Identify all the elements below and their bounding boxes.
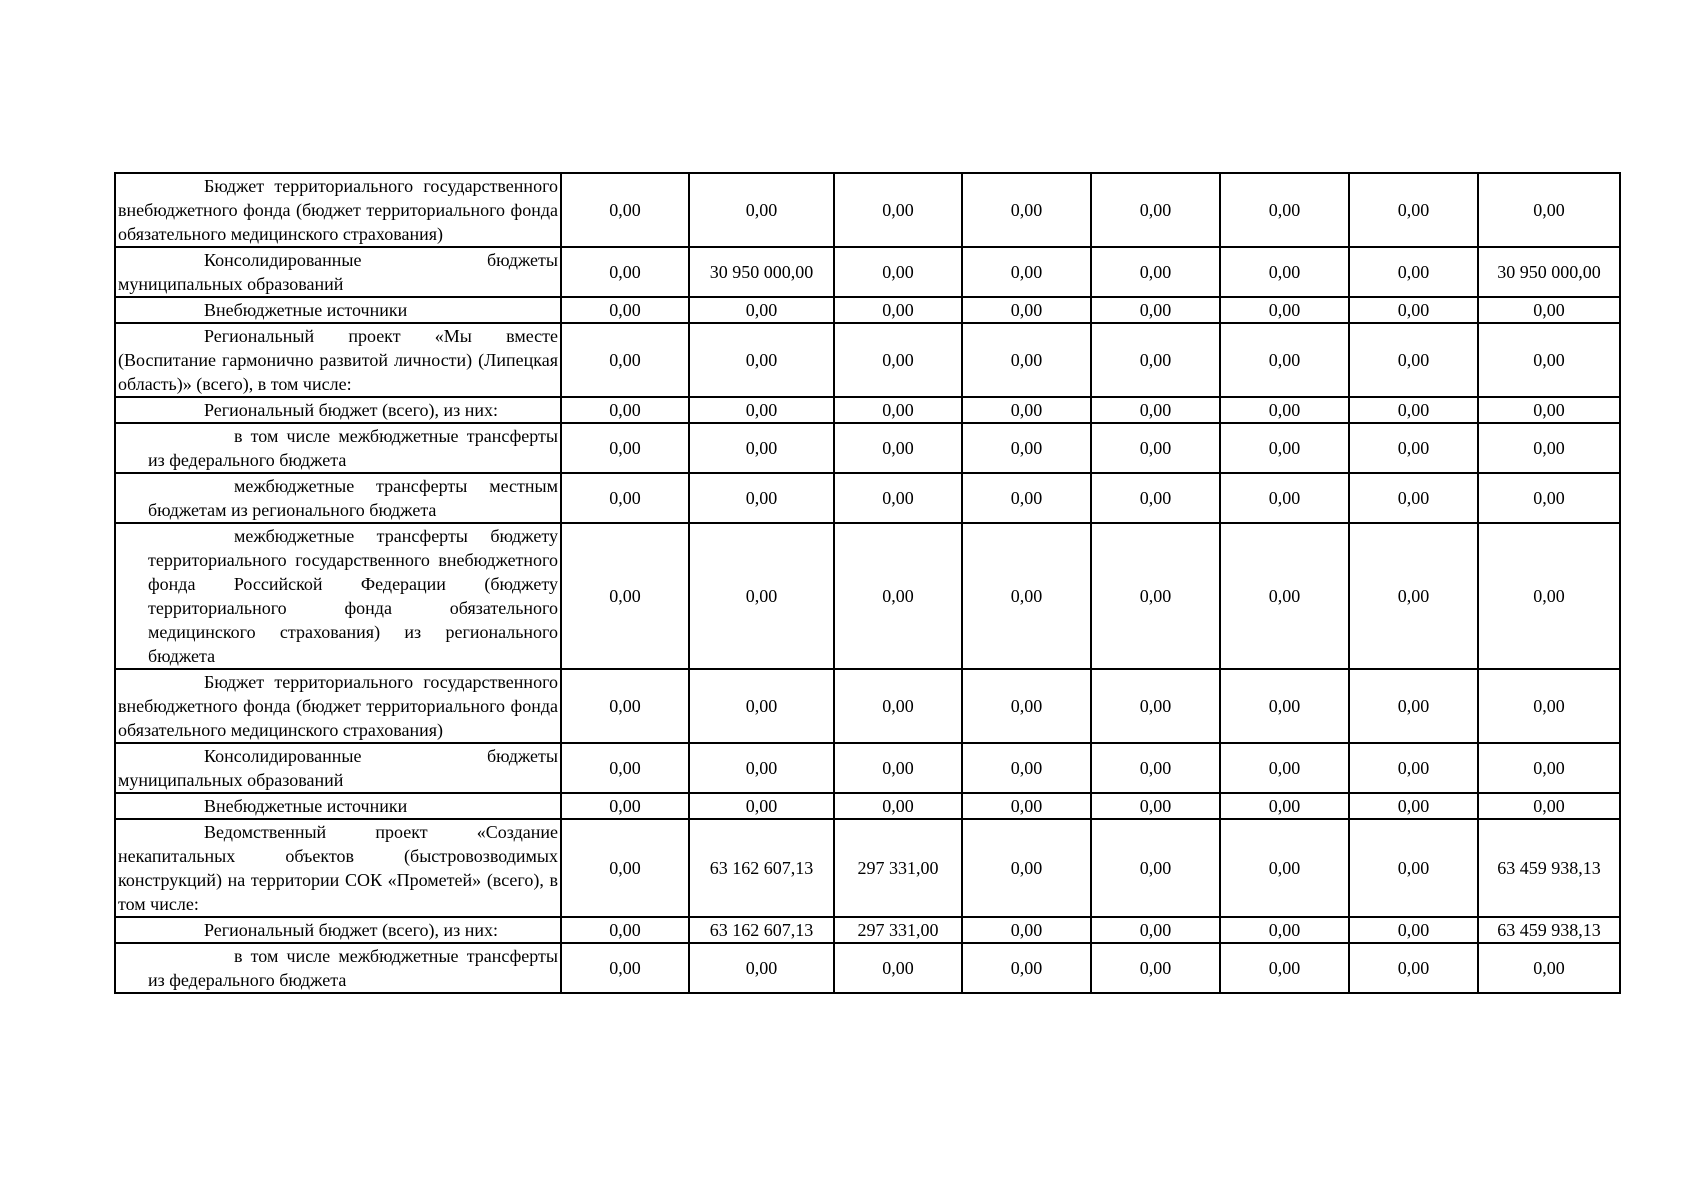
value-cell: 0,00 [561, 743, 689, 793]
table-row [115, 917, 1620, 943]
value-cell: 0,00 [834, 423, 962, 473]
value-cell: 0,00 [1091, 523, 1220, 669]
value-cell: 63 459 938,13 [1478, 819, 1620, 917]
value-cell: 0,00 [689, 743, 834, 793]
value-cell: 0,00 [1220, 793, 1349, 819]
value-cell: 0,00 [1091, 669, 1220, 743]
value-cell: 0,00 [1220, 943, 1349, 993]
value-cell: 0,00 [1220, 819, 1349, 917]
value-cell: 0,00 [561, 173, 689, 247]
value-cell: 0,00 [834, 323, 962, 397]
value-cell: 0,00 [962, 669, 1091, 743]
table-row [115, 247, 1620, 297]
budget-table [114, 172, 1621, 994]
value-cell: 0,00 [962, 917, 1091, 943]
value-cell: 0,00 [1091, 397, 1220, 423]
row-label: Внебюджетные источники [204, 300, 408, 320]
value-cell: 297 331,00 [834, 819, 962, 917]
table-row [115, 473, 1620, 523]
row-label: межбюджетные трансферты местным бюджетам из регионального бюджета [148, 476, 558, 520]
table-row [115, 743, 1620, 793]
value-cell: 0,00 [1349, 397, 1478, 423]
value-cell: 0,00 [1091, 819, 1220, 917]
value-cell: 0,00 [1091, 323, 1220, 397]
table-row [115, 173, 1620, 247]
row-label-cell [115, 743, 561, 793]
row-label-cell [115, 247, 561, 297]
value-cell: 0,00 [1349, 743, 1478, 793]
value-cell: 0,00 [1220, 669, 1349, 743]
row-label: Региональный бюджет (всего), из них: [204, 400, 499, 420]
value-cell: 0,00 [1220, 917, 1349, 943]
value-cell: 0,00 [962, 173, 1091, 247]
value-cell: 0,00 [1349, 423, 1478, 473]
value-cell: 0,00 [1091, 247, 1220, 297]
value-cell: 0,00 [1220, 323, 1349, 397]
value-cell: 0,00 [1091, 297, 1220, 323]
value-cell: 0,00 [962, 943, 1091, 993]
value-cell: 0,00 [1220, 423, 1349, 473]
value-cell: 0,00 [1478, 173, 1620, 247]
value-cell: 0,00 [1091, 173, 1220, 247]
row-label-cell [115, 473, 561, 523]
value-cell: 0,00 [834, 173, 962, 247]
row-label-cell [115, 397, 561, 423]
value-cell: 0,00 [1220, 247, 1349, 297]
table-row [115, 819, 1620, 917]
value-cell: 0,00 [1349, 297, 1478, 323]
value-cell: 0,00 [689, 173, 834, 247]
value-cell: 0,00 [1349, 917, 1478, 943]
value-cell: 0,00 [1091, 917, 1220, 943]
value-cell: 0,00 [561, 297, 689, 323]
value-cell: 0,00 [1091, 743, 1220, 793]
value-cell: 0,00 [1091, 473, 1220, 523]
value-cell: 0,00 [1349, 819, 1478, 917]
value-cell: 0,00 [689, 793, 834, 819]
row-label: Региональный бюджет (всего), из них: [204, 920, 499, 940]
row-label-cell [115, 917, 561, 943]
value-cell: 0,00 [1091, 793, 1220, 819]
value-cell: 0,00 [1478, 943, 1620, 993]
value-cell: 0,00 [962, 523, 1091, 669]
value-cell: 0,00 [1091, 943, 1220, 993]
value-cell: 0,00 [1349, 793, 1478, 819]
value-cell: 0,00 [1478, 743, 1620, 793]
value-cell: 0,00 [561, 323, 689, 397]
table-row [115, 793, 1620, 819]
value-cell: 0,00 [1478, 669, 1620, 743]
row-label: Внебюджетные источники [204, 796, 408, 816]
value-cell: 0,00 [834, 247, 962, 297]
table-row [115, 297, 1620, 323]
value-cell: 297 331,00 [834, 917, 962, 943]
value-cell: 0,00 [689, 397, 834, 423]
row-label-cell [115, 297, 561, 323]
value-cell: 0,00 [1478, 793, 1620, 819]
row-label: Консолидированные бюджеты муниципальных образований [118, 250, 558, 294]
value-cell: 0,00 [1478, 297, 1620, 323]
row-label-cell [115, 943, 561, 993]
row-label-cell [115, 523, 561, 669]
value-cell: 0,00 [1220, 743, 1349, 793]
table-row [115, 943, 1620, 993]
value-cell: 0,00 [962, 247, 1091, 297]
value-cell: 0,00 [1349, 473, 1478, 523]
value-cell: 0,00 [1478, 323, 1620, 397]
value-cell: 0,00 [561, 247, 689, 297]
value-cell: 0,00 [561, 669, 689, 743]
row-label: в том числе межбюджетные трансферты из федерального бюджета [148, 426, 558, 470]
value-cell: 0,00 [834, 743, 962, 793]
table-row [115, 323, 1620, 397]
row-label: Региональный проект «Мы вместе (Воспитание гармонично развитой личности) (Липецкая область)» (всего), в том числе: [118, 326, 558, 394]
value-cell: 0,00 [834, 793, 962, 819]
value-cell: 0,00 [561, 793, 689, 819]
value-cell: 0,00 [689, 323, 834, 397]
value-cell: 0,00 [1478, 423, 1620, 473]
value-cell: 0,00 [834, 297, 962, 323]
row-label: Бюджет территориального государственного внебюджетного фонда (бюджет территориального фонда обязательного медицинского страхования) [118, 672, 558, 740]
value-cell: 0,00 [962, 743, 1091, 793]
row-label-cell [115, 323, 561, 397]
value-cell: 0,00 [1349, 943, 1478, 993]
table-row [115, 523, 1620, 669]
value-cell: 0,00 [1349, 523, 1478, 669]
value-cell: 0,00 [1349, 323, 1478, 397]
row-label: в том числе межбюджетные трансферты из федерального бюджета [148, 946, 558, 990]
value-cell: 0,00 [561, 423, 689, 473]
row-label: межбюджетные трансферты бюджету территориального государственного внебюджетного фонда Российской Федерации (бюджету территориального фонда обязательного медицинского страхования) из регионального бюджета [148, 526, 558, 666]
value-cell: 0,00 [962, 793, 1091, 819]
value-cell: 0,00 [689, 669, 834, 743]
row-label-cell [115, 669, 561, 743]
value-cell: 0,00 [962, 323, 1091, 397]
value-cell: 30 950 000,00 [1478, 247, 1620, 297]
value-cell: 0,00 [561, 943, 689, 993]
value-cell: 0,00 [561, 473, 689, 523]
value-cell: 63 162 607,13 [689, 917, 834, 943]
value-cell: 0,00 [1478, 397, 1620, 423]
value-cell: 0,00 [561, 819, 689, 917]
value-cell: 0,00 [689, 297, 834, 323]
row-label: Ведомственный проект «Создание некапитальных объектов (быстровозводимых конструкций) на территории СОК «Прометей» (всего), в том числе: [118, 822, 558, 914]
value-cell: 0,00 [834, 397, 962, 423]
row-label-cell [115, 819, 561, 917]
value-cell: 0,00 [1220, 297, 1349, 323]
value-cell: 0,00 [1220, 473, 1349, 523]
row-label-cell [115, 793, 561, 819]
table-row [115, 423, 1620, 473]
value-cell: 0,00 [1091, 423, 1220, 473]
row-label-cell [115, 173, 561, 247]
value-cell: 0,00 [1349, 247, 1478, 297]
value-cell: 0,00 [1220, 523, 1349, 669]
value-cell: 0,00 [834, 523, 962, 669]
value-cell: 0,00 [1220, 397, 1349, 423]
value-cell: 0,00 [561, 917, 689, 943]
value-cell: 0,00 [962, 397, 1091, 423]
value-cell: 0,00 [1478, 523, 1620, 669]
value-cell: 0,00 [1349, 669, 1478, 743]
budget-table-body [115, 173, 1620, 993]
value-cell: 0,00 [834, 669, 962, 743]
value-cell: 0,00 [561, 523, 689, 669]
value-cell: 0,00 [689, 473, 834, 523]
value-cell: 0,00 [962, 819, 1091, 917]
table-row [115, 669, 1620, 743]
value-cell: 0,00 [1220, 173, 1349, 247]
value-cell: 0,00 [1349, 173, 1478, 247]
value-cell: 0,00 [689, 943, 834, 993]
table-row [115, 397, 1620, 423]
row-label-cell [115, 423, 561, 473]
value-cell: 0,00 [962, 423, 1091, 473]
value-cell: 0,00 [962, 473, 1091, 523]
value-cell: 0,00 [689, 423, 834, 473]
value-cell: 0,00 [1478, 473, 1620, 523]
value-cell: 0,00 [689, 523, 834, 669]
row-label: Консолидированные бюджеты муниципальных образований [118, 746, 558, 790]
value-cell: 0,00 [834, 943, 962, 993]
value-cell: 0,00 [834, 473, 962, 523]
value-cell: 0,00 [962, 297, 1091, 323]
row-label: Бюджет территориального государственного внебюджетного фонда (бюджет территориального фонда обязательного медицинского страхования) [118, 176, 558, 244]
value-cell: 0,00 [561, 397, 689, 423]
value-cell: 63 459 938,13 [1478, 917, 1620, 943]
value-cell: 30 950 000,00 [689, 247, 834, 297]
value-cell: 63 162 607,13 [689, 819, 834, 917]
